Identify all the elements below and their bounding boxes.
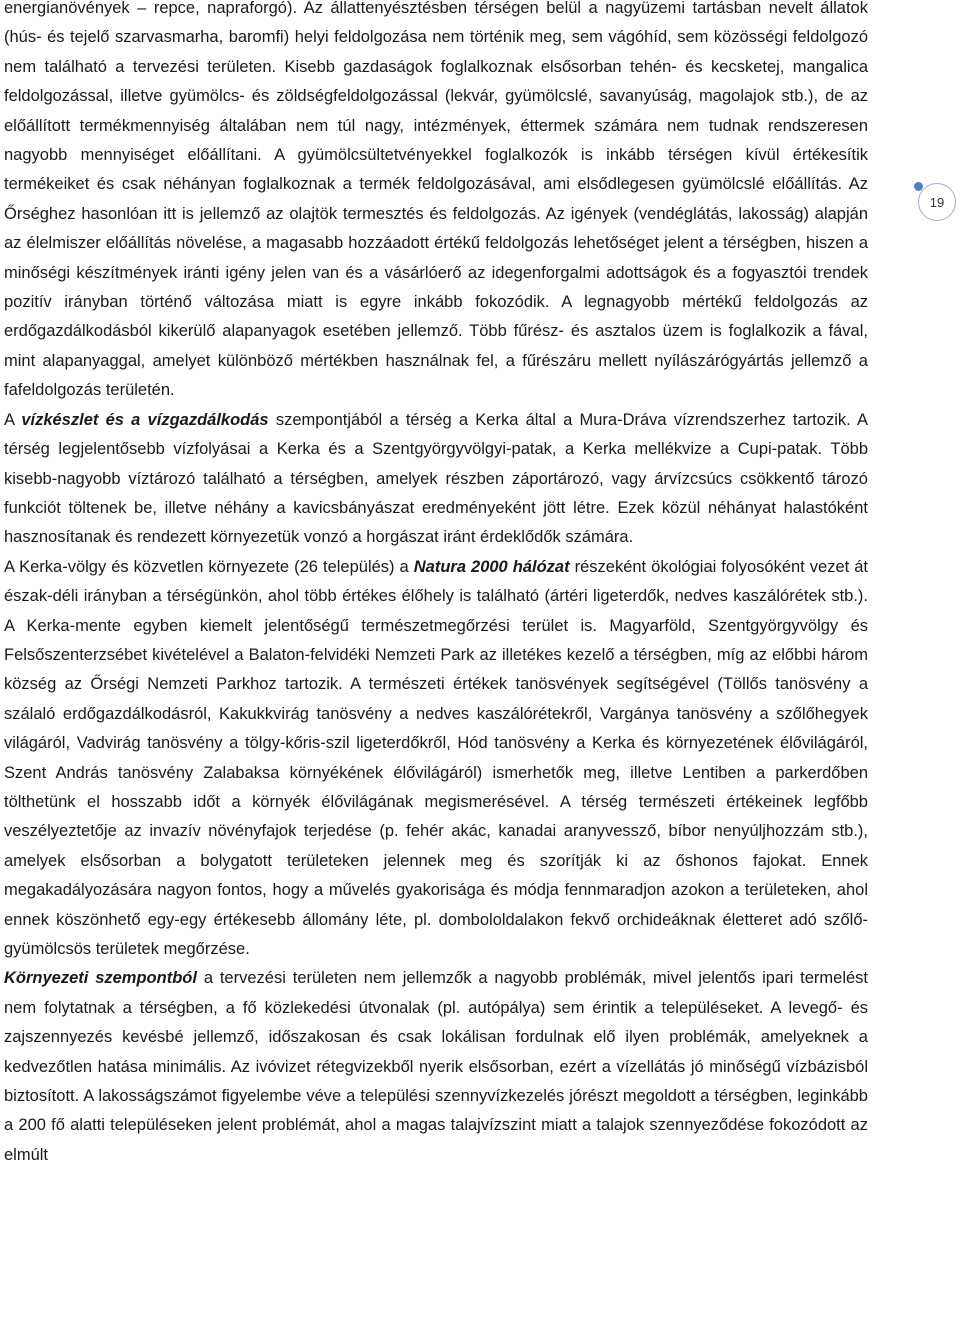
emphasized-term: vízkészlet és a vízgazdálkodás [21,410,269,429]
text-run: energianövények – repce, napraforgó). Az állattenyésztésben térségen belül a nagyüzemi tartásban nevelt állatok (hús- és tejelő szarvasmarha, baromfi) helyi feldolgozása nem történik meg, sem vágóhíd, sem közösségi feldolgozó nem található a tervezési területen. Kisebb gazdaságok foglalkoznak elsősorban tehén- és kecsketej, mangalica feldolgozással, illetve gyümölcs- és zöldségfeldolgozással (lekvár, gyümölcslé, savanyúság, magolajok stb.), de az előállított termékmennyiség általában nem túl nagy, intézmények, éttermek számára nem tudnak rendszeresen nagyobb mennyiséget előállítani. A gyümölcsültetvényekkel foglalkozók is inkább térségen kívül értékesítik termékeiket és csak néhányan foglalkoznak a termék feldolgozásával, ami elsődlegesen gyümölcslé előállítás. Az Őrséghez hasonlóan itt is jellemző az olajtök termesztés és feldolgozás. Az igények (vendéglátás, lakosság) alapján az élelmiszer előállítás növelése, a magasabb hozzáadott értékű feldolgozás lehetőséget jelent a térségben, hiszen a minőségi készítmények iránti igény jelen van és a vásárlóerő az idegenforgalmi adottságok és a fogyasztói trendek pozitív irányban történő változása miatt is egyre inkább fokozódik. A legnagyobb mértékű feldolgozás az erdőgazdálkodásból kikerülő alapanyagok esetében jellemző. Több fűrész- és asztalos üzem is foglalkozik a fával, mint alapanyaggal, amelyet különböző mértékben használnak fel, a fűrészáru mellett nyílászárógyártás jellemző a fafeldolgozás területén. [4,0,868,400]
text-run: szempontjából a térség a Kerka által a Mura-Dráva vízrendszerhez tartozik. A térség legjelentősebb vízfolyásai a Kerka és a Szentgyörgyvölgyi-patak, a Kerka mellékvize a Cupi-patak. Több kisebb-nagyobb víztározó található a térségben, amelyek részben záportározó, vagy árvízcsúcs csökkentő tározó funkciót töltenek be, illetve néhány a kavicsbányászat eredményeként jött létre. Ezek közül néhányat halastóként hasznosítanak és rendezett környezetük vonzó a horgászat iránt érdeklődők számára. [4,410,869,547]
paragraph [4,964,868,1170]
page-number-badge [918,183,956,221]
paragraph [4,406,868,553]
emphasized-term: Környezeti szempontból [4,969,197,988]
paragraph [4,0,868,406]
emphasized-term: Natura 2000 hálózat [413,557,570,576]
text-run: részeként ökológiai folyosóként vezet át észak-déli irányban a térségünkön, ahol több értékes élőhely is található (ártéri ligeterdők, nedves kaszálórétek stb.). A Kerka-mente egyben kiemelt jelentőségű természetmegőrzési terület is. Magyarföld, Szentgyörgyvölgy és Felsőszenterzsébet kivételével a Balaton-felvidéki Nemzeti Park az illetékes kezelő a térségben, míg az előbbi három község az Őrségi Nemzeti Parkhoz tartozik. A természeti értékek tanösvények segítségével (Töllős tanösvény a szálaló erdőgazdálkodásról, Kakukkvirág tanösvény a nedves kaszálórétekről, Vargánya tanösvény a szőlőhegyek világáról, Vadvirág tanösvény a tölgy-kőris-szil ligeterdőkről, Hód tanösvény a Kerka és környezetének élővilágáról, Szent András tanösvény Zalabaksa környékének élővilágáról) ismerhetők meg, illetve Lentiben a parkerdőben tölthetünk el hosszabb időt a környék élővilágának megismerésével. A térség természeti értékeinek legfőbb veszélyeztetője az invazív növényfajok terjedése (p. fehér akác, kanadai aranyvessző, bíbor nenyúljhozzám stb.), amelyek elsősorban a bolygatott területeken jelennek meg és szorítják ki az őshonos fajokat. Ennek megakadályozására nagyon fontos, hogy a művelés gyakorisága és módja fennmaradjon azokon a területeken, ahol ennek köszönhető egy-egy értékesebb állomány léte, pl. dombololdalakon fekvő orchideáknak életteret adó szőlő-gyümölcsös területek megőrzése. [4,557,868,958]
body-text [4,0,868,1170]
text-run: A [4,410,22,429]
paragraph [4,553,868,965]
text-run: a tervezési területen nem jellemzők a nagyobb problémák, mivel jelentős ipari termelést nem folytatnak a térségben, a fő közlekedési útvonalak (pl. autópálya) sem érintik a településeket. A levegő- és zajszennyezés kevésbé jellemző, időszakosan és csak lokálisan fordulnak elő ilyen problémák, amelyeknek a kedvezőtlen hatása minimális. Az ivóvizet rétegvizekből nyerik elsősorban, ezért a vízellátás jó minőségű vízbázisból biztosított. A lakosságszámot figyelembe véve a települési szennyvízkezelés jórészt megoldott a térségben, leginkább a 200 fő alatti településeken jelent problémát, ahol a magas talajvízszint miatt a talajok szennyeződése fokozódott az elmúlt [4,969,869,1164]
page-number: 19 [929,194,945,210]
page-number-dot-icon [914,182,923,191]
text-run: A Kerka-völgy és közvetlen környezete (26 település) a [4,557,414,576]
